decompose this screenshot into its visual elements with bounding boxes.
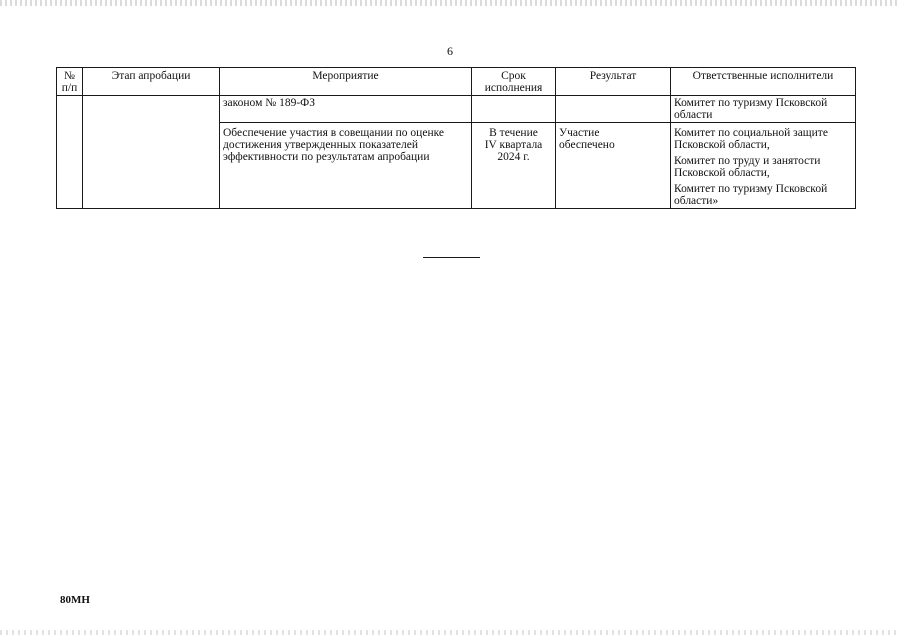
- table-header-row: [57, 68, 856, 96]
- header-responsible: Ответственные исполнители: [671, 68, 856, 96]
- responsible-item: Комитет по социальной защите Псковской области,: [674, 127, 828, 151]
- responsible-item: Комитет по туризму Псковской области: [674, 97, 828, 121]
- page-number: 6: [447, 44, 453, 58]
- header-stage: Этап апробации: [83, 68, 220, 96]
- approbation-plan-table: [56, 67, 856, 209]
- cell-num: [57, 96, 83, 209]
- cell-stage: [83, 96, 220, 209]
- table-row: [57, 96, 856, 123]
- scan-edge-bottom: [0, 630, 899, 635]
- cell-result: Участие обеспечено: [556, 123, 671, 209]
- responsible-item: Комитет по труду и занятости Псковской области,: [674, 155, 821, 179]
- end-of-document-line: [423, 257, 480, 258]
- cell-deadline: В течение IV квартала 2024 г.: [472, 123, 556, 209]
- cell-deadline: [472, 96, 556, 123]
- cell-event: законом № 189-ФЗ: [220, 96, 472, 123]
- cell-event: Обеспечение участия в совещании по оценке достижения утвержденных показателей эффективности по результатам апробации: [220, 123, 472, 209]
- document-code: 80МН: [60, 594, 90, 606]
- header-event: Мероприятие: [220, 68, 472, 96]
- header-num: № п/п: [57, 68, 83, 96]
- scan-edge-top: [0, 0, 899, 6]
- responsible-item: Комитет по туризму Псковской области»: [674, 183, 828, 207]
- cell-result: [556, 96, 671, 123]
- header-deadline: Срок исполнения: [472, 68, 556, 96]
- header-result: Результат: [556, 68, 671, 96]
- cell-responsible: [671, 123, 856, 209]
- cell-responsible: [671, 96, 856, 123]
